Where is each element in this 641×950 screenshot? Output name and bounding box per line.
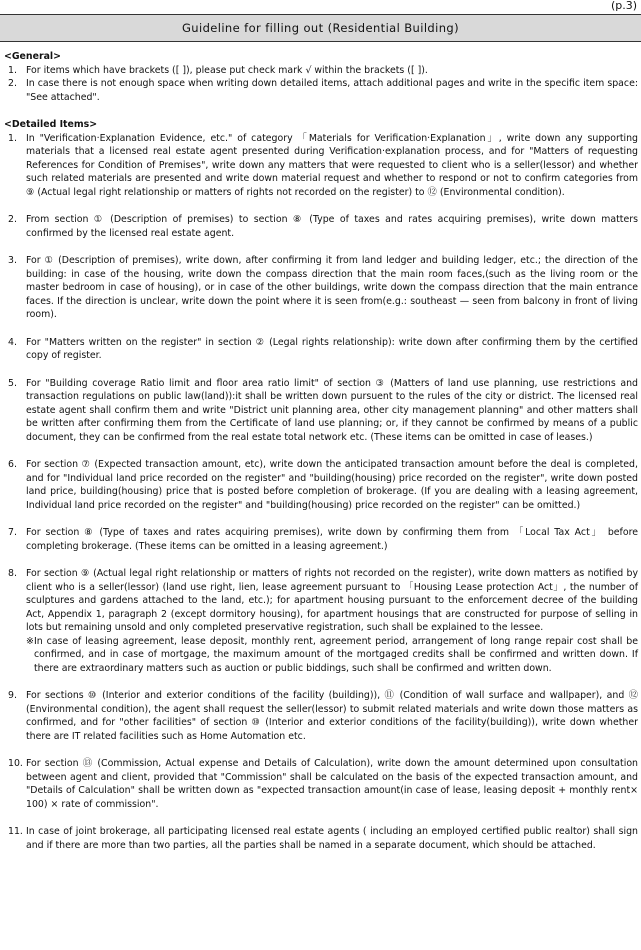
item-number: 9.: [8, 690, 17, 701]
page-title: Guideline for filling out (Residential Building): [181, 21, 460, 35]
item-text: In case of joint brokerage, all participating licensed real estate agents ( including an employed certified public realtor) shall sign and if there are more than two parties, all the parties shall be named in a separate document, which should be attached.: [26, 826, 638, 851]
item-number: 5.: [8, 377, 17, 389]
item-number: 11.: [8, 826, 23, 837]
item-body: [26, 567, 638, 675]
item-number: 10.: [8, 758, 23, 769]
general-heading: <General>: [4, 51, 61, 62]
detailed-list: [4, 132, 638, 853]
item-text: In "Verification·Explanation Evidence, etc." of category 「Materials for Verification·Explanation」, write down any supporting materials that a licensed real estate agent presented during Verification·explanation process, and for "Matters of requesting References for Condition of Premises", write down any matters that were requested to client who is a seller(lessor) and whether such related materials are presented and write down material request and whether to respond or not to confirm categories from ⑨ (Actual legal right relationship or matters of rights not recorded on the register) to ⑫ (Environmental condition).: [26, 132, 638, 198]
page-number: (p.3): [610, 0, 637, 12]
item-number: 4.: [8, 336, 17, 348]
item-text: For section ⑬ (Commission, Actual expense and Details of Calculation), write down the amount determined upon consultation between agent and client, provided that "Commission" shall be calculated on the basis of the expected transaction amount, and "Details of Calculation" shall be written down as "expected transaction amount(in case of lease, leasing deposit + monthly rent× 100) × rate of commission".: [26, 758, 638, 810]
item-text: For "Building coverage Ratio limit and floor area ratio limit" of section ③ (Matters of land use planning, use restrictions and transaction regulations on public law(land)):it shall be written down pursuent to the rules of the city or district. The licensed real estate agent shall confirm them and write "District unit planning area, other city management planning" and other matters shall be written after confirming them from the Certificate of land use planning; or, if they cannot be confirmed by means of a public document, they can be confirmed from the real estate total network etc. (These items can be omitted in case of leases.): [26, 377, 638, 443]
guideline-content: [4, 50, 638, 852]
detailed-item-1: [4, 132, 638, 200]
item-number: 1.: [8, 132, 17, 144]
detailed-item-6: [4, 458, 638, 512]
detailed-heading: <Detailed Items>: [4, 119, 98, 130]
detailed-item-3: [4, 254, 638, 322]
detailed-item-8: [4, 567, 638, 675]
item-text: For "Matters written on the register" in section ② (Legal rights relationship): write down after confirming them by the certified copy of register.: [26, 336, 638, 361]
item-number: 8.: [8, 568, 17, 579]
item-text: For section ⑦ (Expected transaction amount, etc), write down the anticipated transaction amount before the deal is completed, and for "Individual land price recorded on the register" and "building(housing) price recorded on the register", write down posted land price, building(housing) price that is posted before completion of brokerage. (If you are dealing with a leasing agreement, Individual land price recorded on the register" and "building(housing) price recorded on the register" can be omitted.): [26, 459, 638, 511]
detailed-item-11: [4, 825, 638, 852]
item-number: 1.: [8, 64, 17, 76]
item-text: For items which have brackets ([ ]), please put check mark √ within the brackets ([ ]).: [26, 64, 428, 76]
item-number: 2.: [8, 214, 17, 225]
detailed-item-10: [4, 757, 638, 811]
item-note: [26, 635, 638, 676]
detailed-item-2: [4, 213, 638, 240]
detailed-item-5: [4, 377, 638, 445]
item-text: For section ⑨ (Actual legal right relationship or matters of rights not recorded on the register), write down matters as notified by client who is a seller(lessor) (land use right, lien, lease agreement pursuant to 「Housing Lease protection Act」, the number of sculptures and gardens attached to the land, etc.); for apartment housing pursuant to the enforcement decree of the building Act, Appendix 1, paragraph 2 (except dormitory housing), for apartment housings that are constructed for purpose of selling in lots but remaining unsold and only completed preservative registration, such shall be explained to the lessee.: [26, 568, 638, 633]
general-item-2: [4, 77, 638, 104]
section-gap: [4, 104, 638, 118]
title-bar: [0, 14, 641, 42]
note-marker: ※: [26, 635, 34, 647]
item-number: 6.: [8, 459, 17, 470]
general-item-1: [4, 64, 638, 78]
item-text: In case there is not enough space when writing down detailed items, attach additional pages and write in the specific item space: "See attached".: [26, 78, 638, 103]
item-number: 7.: [8, 527, 17, 538]
general-list: [4, 64, 638, 105]
detailed-item-4: [4, 336, 638, 363]
item-text: For ① (Description of premises), write down, after confirming it from land ledger and building ledger, etc.; the direction of the building: in case of the housing, write down the compass direction that the main room faces,(such as the living room or the master bedroom in case of housing), or in case of the other buildings, write down the compass direction that the main entrance faces. If the direction is unclear, write down the point where it is seen from(e.g.: southeast — seen from balcony in front of living room).: [26, 255, 638, 320]
item-text: For section ⑧ (Type of taxes and rates acquiring premises), write down by confirming them from 「Local Tax Act」 before completing brokerage. (These items can be omitted in a leasing agreement.): [26, 527, 638, 552]
note-text: In case of leasing agreement, lease deposit, monthly rent, agreement period, arrangement of long range repair cost shall be confirmed, and in case of mortgage, the maximum amount of the mortgaged credits shall be confirmed and written down. If there are extraordinary matters such as auction or public biddings, such shall be confirmed and written down.: [34, 635, 638, 674]
item-number: 2.: [8, 78, 17, 89]
detailed-item-7: [4, 526, 638, 553]
item-number: 3.: [8, 255, 17, 266]
item-text: For sections ⑩ (Interior and exterior conditions of the facility (building)), ⑪ (Condition of wall surface and wallpaper), and ⑫ (Environmental condition), the agent shall request the seller(lessor) to submit related materials and write down those matters as confirmed, and for "other facilities" of section ⑩ (Interior and exterior conditions of the facility(building)), write down whether there are IT related facilities such as Home Automation etc.: [26, 690, 638, 742]
detailed-item-9: [4, 689, 638, 743]
item-text: From section ① (Description of premises) to section ⑧ (Type of taxes and rates acquiring premises), write down matters confirmed by the licensed real estate agent.: [26, 214, 638, 239]
